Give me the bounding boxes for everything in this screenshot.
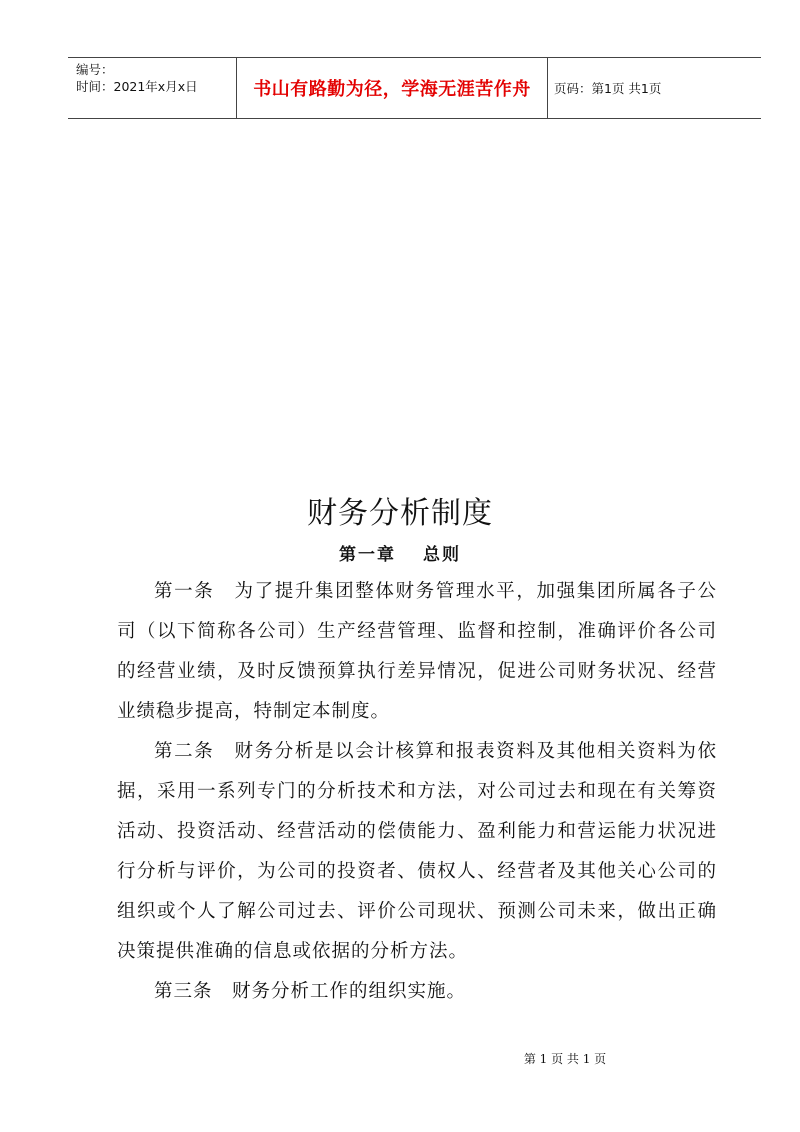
article-3-paragraph: 第三条 财务分析工作的组织实施。 <box>154 981 467 1002</box>
serial-number-label: 编号： <box>76 62 114 77</box>
document-title: 财务分析制度 <box>307 496 493 531</box>
article-1-paragraph: 第一条 为了提升集团整体财务管理水平，加强集团所属各子公司（以下简称各公司）生产经营管理、监督和控制，准确评价各公司的经营业绩，及时反馈预算执行差异情况，促进公司财务状况、经营业绩稳步提高，特制定本制度。 <box>117 581 717 722</box>
header-meta-cell <box>68 58 236 118</box>
header-motto: 书山有路勤为径，学海无涯苦作舟 <box>236 58 548 118</box>
page-footer: 第 1 页 共 1 页 <box>523 1052 607 1066</box>
chapter-heading: 第一章 总则 <box>339 545 461 565</box>
header-page-info: 页码：第1页 共1页 <box>554 81 662 96</box>
date-label: 时间：2021年x月x日 <box>76 79 198 94</box>
page-header-table <box>68 57 761 119</box>
article-2-paragraph: 第二条 财务分析是以会计核算和报表资料及其他相关资料为依据，采用一系列专门的分析技术和方法，对公司过去和现在有关筹资活动、投资活动、经营活动的偿债能力、盈利能力和营运能力状况进行分析与评价，为公司的投资者、债权人、经营者及其他关心公司的组织或个人了解公司过去、评价公司现状、预测公司未来，做出正确决策提供准确的信息或依据的分析方法。 <box>117 741 717 962</box>
document-body <box>117 572 717 1012</box>
